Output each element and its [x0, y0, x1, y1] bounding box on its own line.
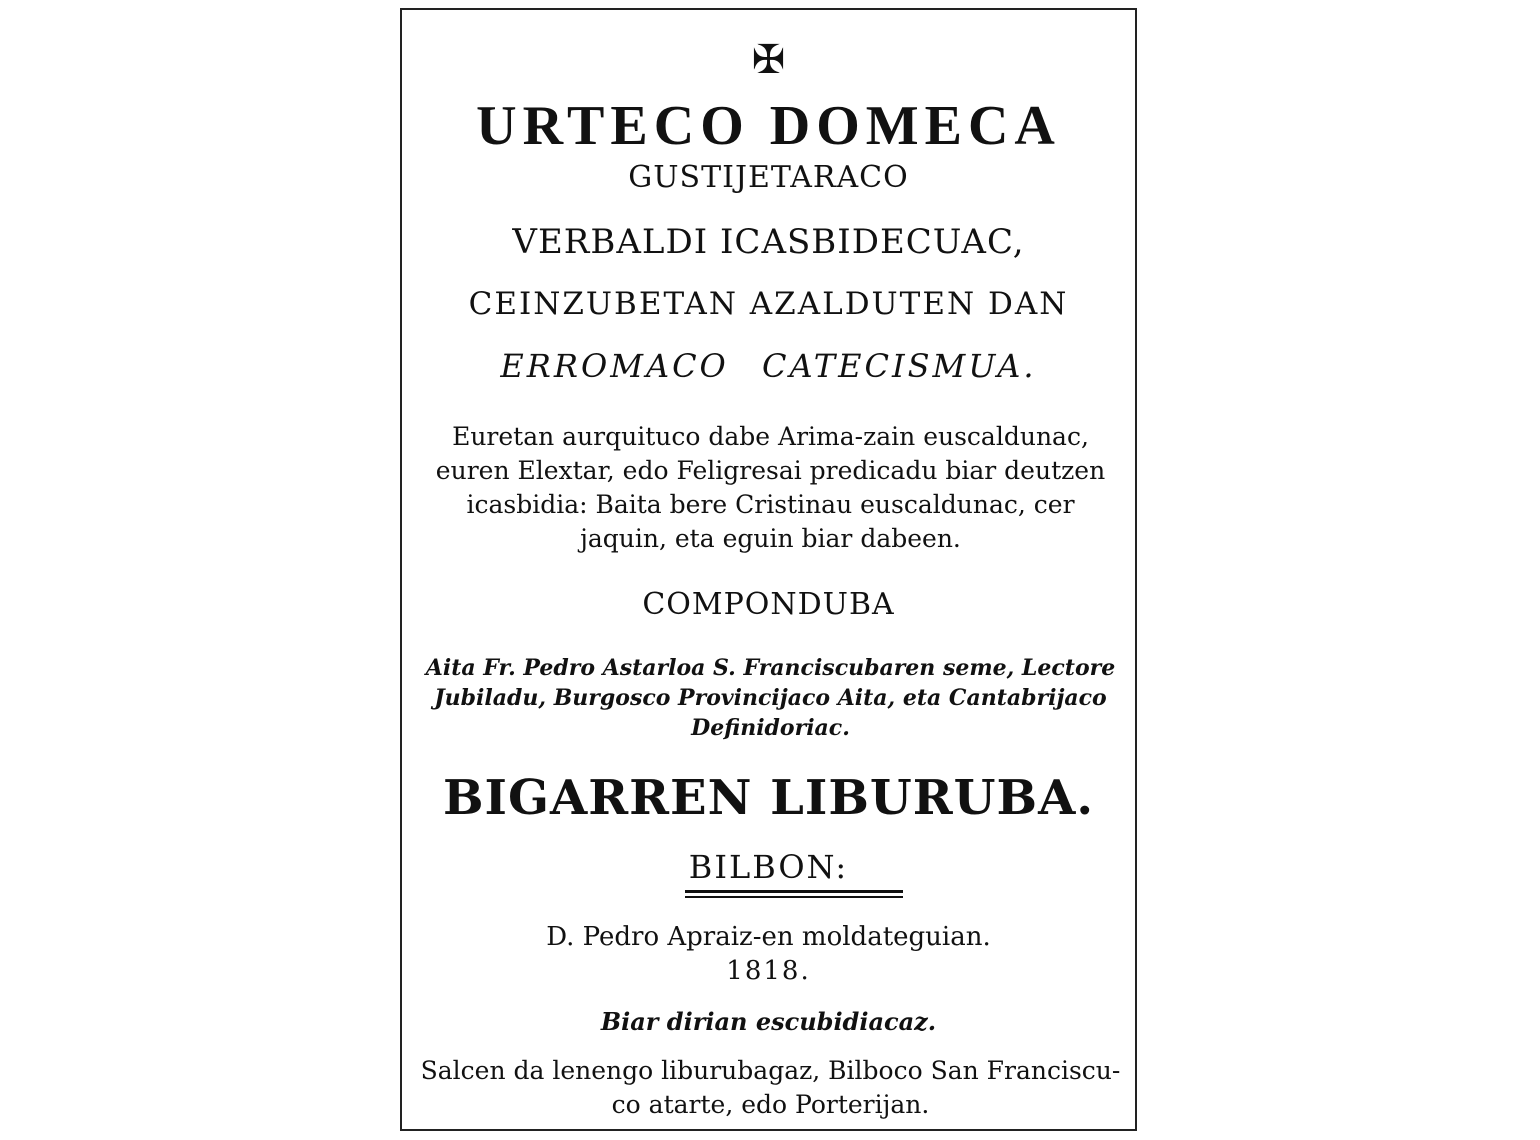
title-page	[400, 8, 1137, 1131]
imprint-place: BILBON:	[688, 848, 849, 886]
publication-year: 1818.	[726, 956, 811, 986]
author-credit: Aita Fr. Pedro Astarloa S. Franciscubaren seme, Lectore Jubiladu, Burgosco Provincijaco Aita, eta Cantabrijaco Definidoriac.	[425, 655, 1116, 741]
sale-info: Salcen da lenengo liburubagaz, Bilboco San Franciscu-co atarte, edo Porterijan.	[420, 1056, 1121, 1119]
printer-name: D. Pedro Apraiz-en moldateguian.	[546, 922, 991, 952]
volume-label: BIGARREN LIBURUBA.	[442, 770, 1095, 826]
book-title: URTECO DOMECA	[476, 95, 1061, 157]
double-rule-divider	[685, 890, 903, 898]
license-note: Biar dirian escubidiacaz.	[600, 1007, 937, 1036]
description-paragraph: Euretan aurquituco dabe Arima-zain euscaldunac, euren Elextar, edo Feligresai predicadu biar deutzen icasbidia: Baita bere Cristinau euscaldunac, cer jaquin, eta eguin biar dabeen.	[435, 422, 1106, 553]
title-line-5: ERROMACO CATECISMUA.	[500, 347, 1037, 385]
composed-label: COMPONDUBA	[642, 587, 895, 622]
title-line-3: VERBALDI ICASBIDECUAC,	[512, 222, 1025, 262]
book-subtitle: GUSTIJETARACO	[628, 160, 909, 195]
cross-ornament-icon: ✠	[751, 37, 786, 83]
title-line-4: CEINZUBETAN AZALDUTEN DAN	[468, 286, 1069, 322]
